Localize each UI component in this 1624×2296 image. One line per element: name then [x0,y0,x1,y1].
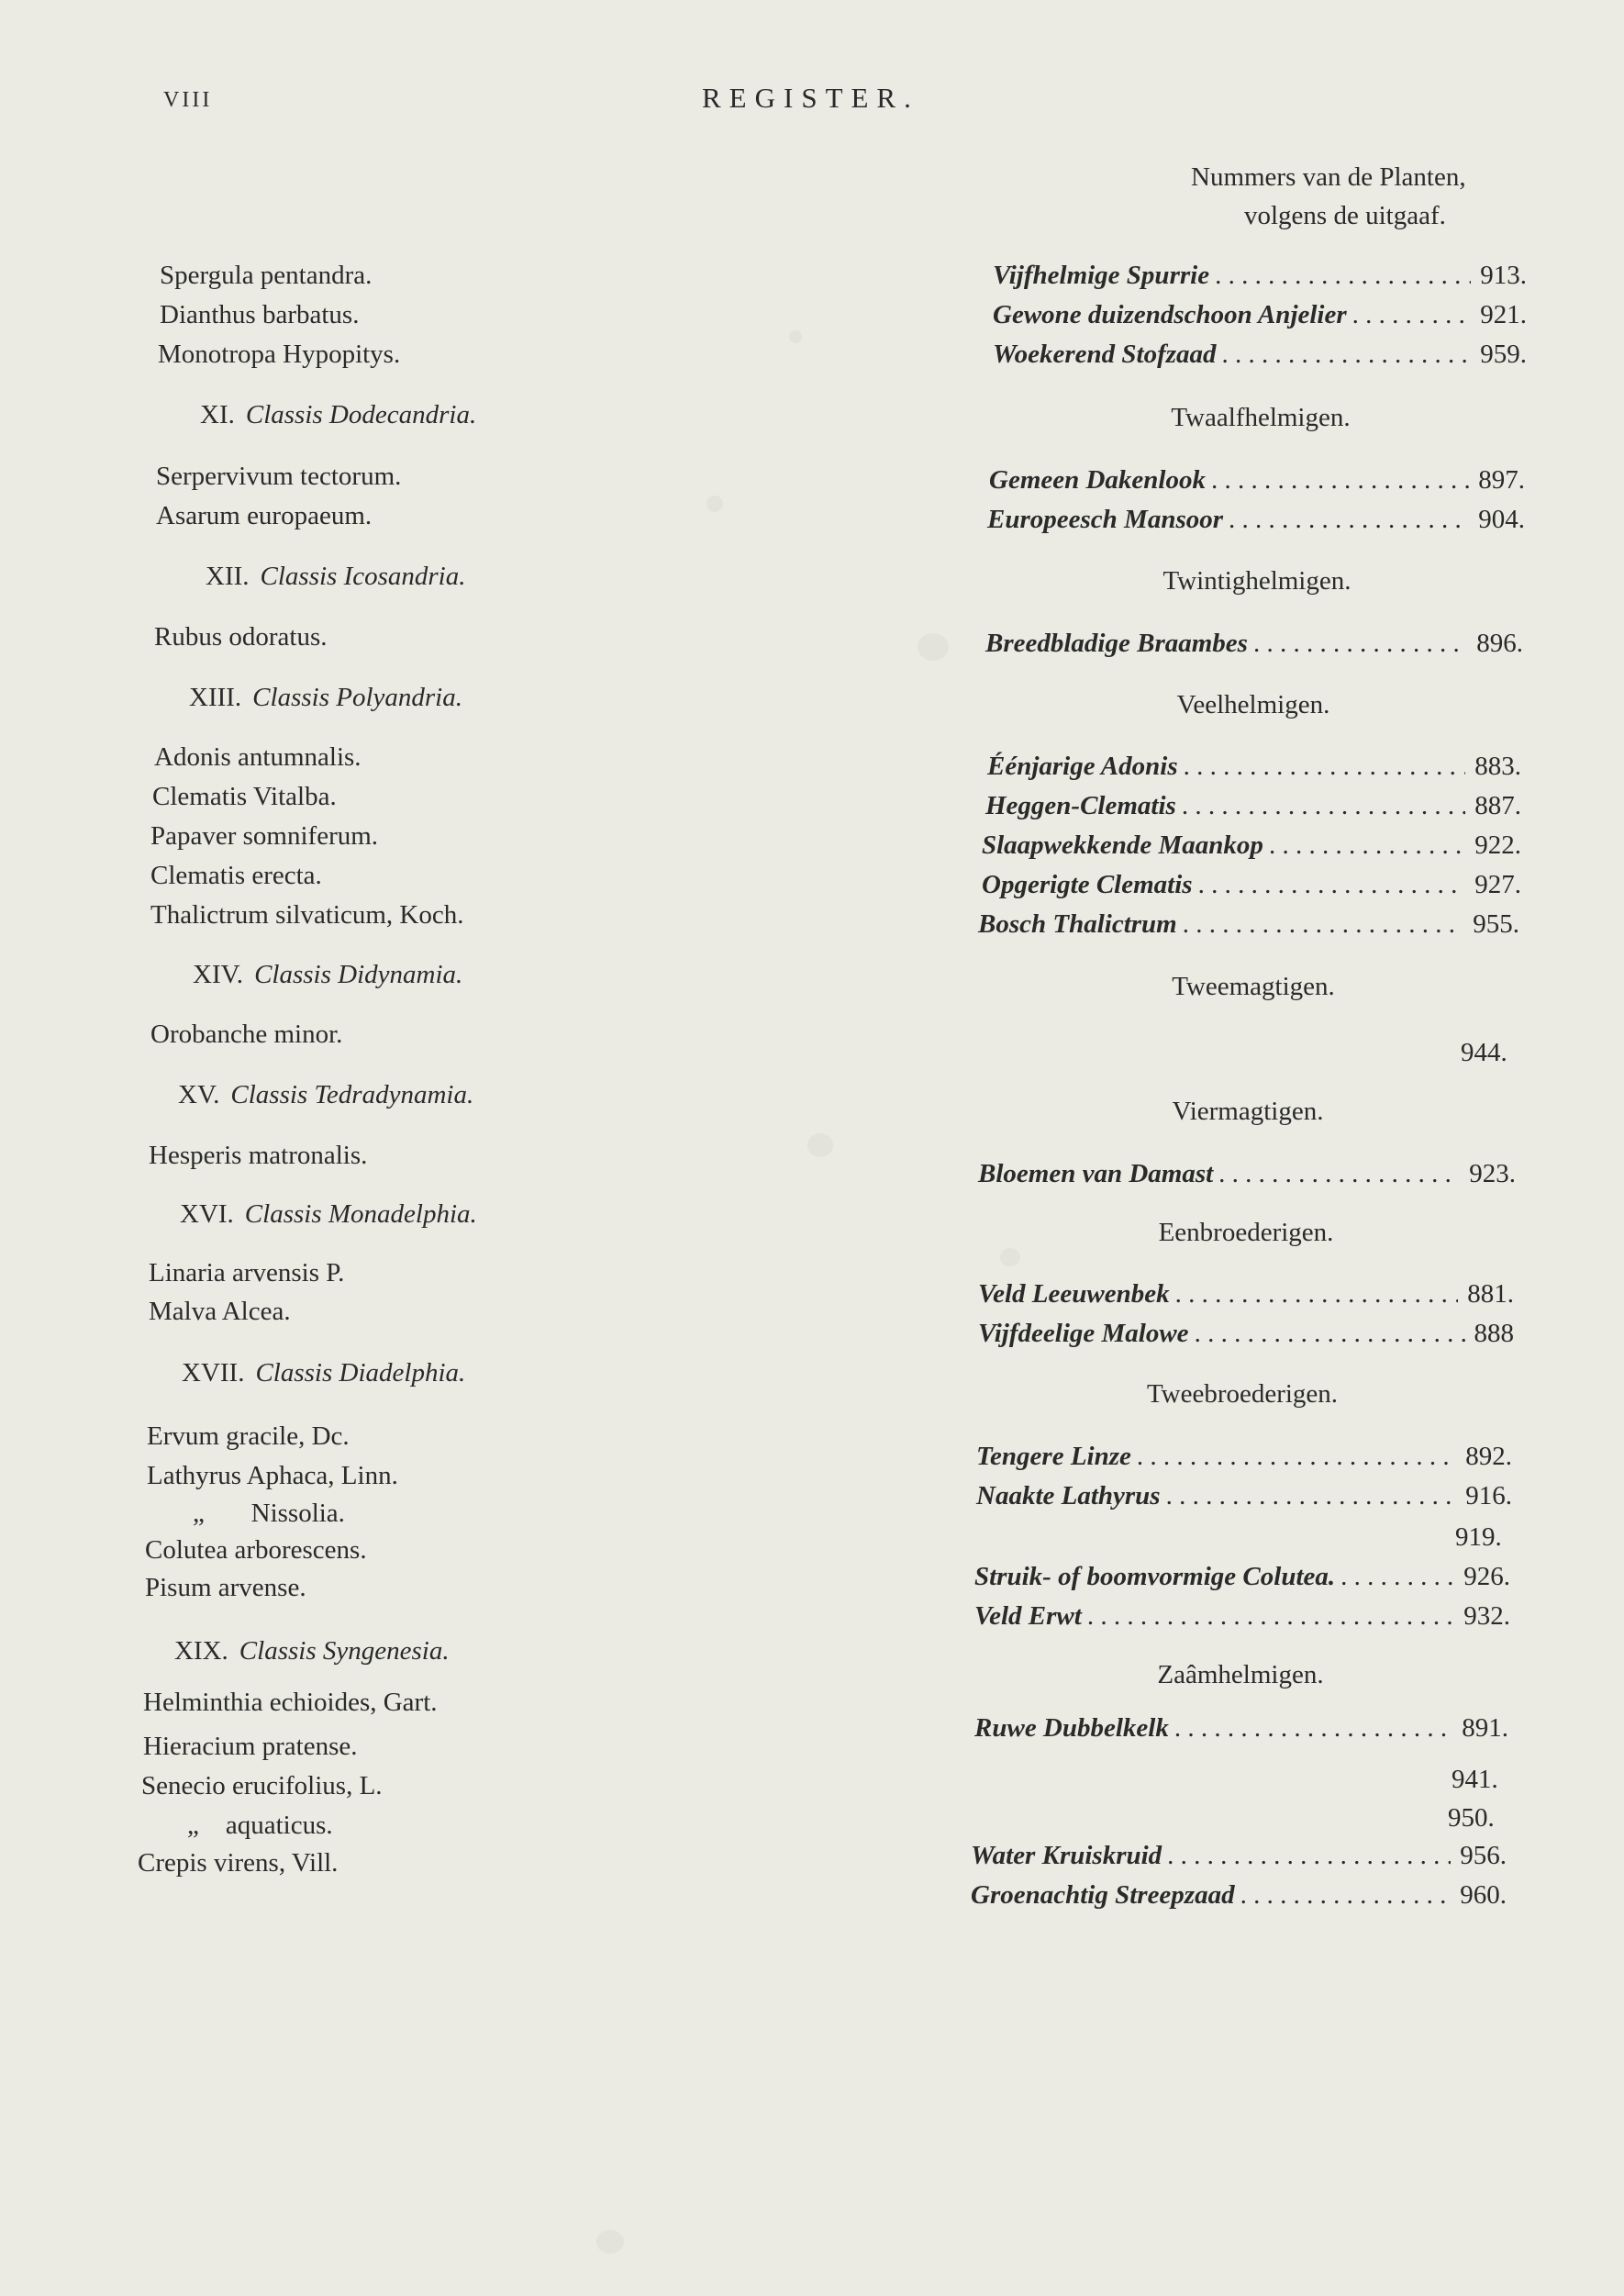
species-name: „ Nissolia. [193,1499,345,1528]
species-name: Lathyrus Aphaca, Linn. [147,1461,398,1490]
species-name: Hieracium pratense. [143,1732,358,1761]
register-entry: Tengere Linze . . . 892. [976,1441,1512,1472]
species-name: Pisum arvense. [145,1573,306,1602]
paper-stain [596,2230,624,2254]
class-heading: XIII. Classis Polyandria. [189,683,462,712]
species-name: Thalictrum silvaticum, Koch. [150,900,464,930]
class-heading: XVI. Classis Monadelphia. [180,1199,477,1229]
register-entry: Europeesch Mansoor . . . 904. [987,504,1525,535]
species-name: Crepis virens, Vill. [138,1848,339,1878]
register-entry: Vijfhelmige Spurrie . . . 913. [993,260,1527,291]
register-entry: Gewone duizendschoon Anjelier . . . 921. [993,299,1527,330]
species-name: Senecio erucifolius, L. [141,1771,383,1800]
class-heading: XVII. Classis Diadelphia. [182,1358,466,1388]
species-name: Asarum europaeum. [156,501,373,530]
register-entry: Bloemen van Damast . . . 923. [978,1158,1516,1189]
paper-stain [807,1133,833,1157]
register-entry: Slaapwekkende Maankop . . . 922. [982,830,1521,861]
class-heading: XI. Classis Dodecandria. [200,400,477,429]
register-entry: Ruwe Dubbelkelk . . . 891. [974,1712,1508,1744]
register-entry: Breedbladige Braambes . . . 896. [985,628,1523,659]
register-entry: Groenachtig Streepzaad . . . 960. [971,1879,1507,1911]
plant-number: 941. [1452,1765,1498,1794]
register-entry: Veld Erwt . . . 932. [974,1600,1510,1632]
plant-number: 950. [1448,1803,1495,1833]
section-heading: Tweemagtigen. [1172,972,1335,1001]
page-number: VIII [163,88,213,112]
species-name: Spergula pentandra. [160,261,373,290]
species-name: Serpervivum tectorum. [156,462,402,491]
species-name: Hesperis matronalis. [149,1141,368,1170]
register-entry: Heggen-Clematis . . . 887. [985,790,1521,821]
paper-stain [789,330,802,343]
species-name: Papaver somniferum. [150,821,379,851]
column-heading-line2: volgens de uitgaaf. [1244,201,1446,230]
species-name: Malva Alcea. [149,1297,291,1326]
page-title: REGISTER. [702,82,919,114]
register-entry: Opgerigte Clematis . . . 927. [982,869,1521,900]
register-entry: Veld Leeuwenbek . . . 881. [978,1278,1514,1310]
species-name: Ervum gracile, Dc. [147,1421,350,1451]
species-name: Clematis erecta. [150,861,322,890]
section-heading: Twaalfhelmigen. [1171,403,1351,432]
species-name: Colutea arborescens. [145,1535,367,1565]
register-entry: Vijfdeelige Malowe . . . 888 [978,1318,1514,1349]
paper-stain [918,633,949,661]
species-name: Adonis antumnalis. [154,742,362,772]
plant-number: 919. [1455,1522,1502,1552]
register-entry: Bosch Thalictrum . . . 955. [978,908,1519,940]
section-heading: Viermagtigen. [1172,1097,1324,1126]
species-name: Clematis Vitalba. [152,782,337,811]
register-entry: Gemeen Dakenlook . . . 897. [989,464,1525,496]
section-heading: Zaâmhelmigen. [1157,1660,1324,1689]
species-name: Helminthia echioides, Gart. [143,1688,438,1717]
class-heading: XII. Classis Icosandria. [206,562,466,591]
register-entry: Water Kruiskruid . . . 956. [971,1840,1507,1871]
register-entry: Naakte Lathyrus . . . 916. [976,1480,1512,1511]
species-name: Monotropa Hypopitys. [158,340,401,369]
species-name: Linaria arvensis P. [149,1258,345,1287]
section-heading: Eenbroederigen. [1158,1218,1334,1247]
section-heading: Twintighelmigen. [1162,566,1351,596]
plant-number: 944. [1461,1038,1507,1067]
class-heading: XV. Classis Tedradynamia. [178,1080,474,1109]
paper-stain [706,496,723,512]
class-heading: XIX. Classis Syngenesia. [174,1636,450,1666]
column-heading-line1: Nummers van de Planten, [1191,162,1466,192]
species-name: Orobanche minor. [150,1020,343,1049]
section-heading: Tweebroederigen. [1146,1379,1339,1409]
register-entry: Éénjarige Adonis . . . 883. [987,751,1521,782]
class-heading: XIV. Classis Didynamia. [193,960,463,989]
register-entry: Woekerend Stofzaad . . . 959. [993,339,1527,370]
species-name: Rubus odoratus. [154,622,328,652]
register-entry: Struik- of boomvormige Colutea. . . . 926. [974,1561,1510,1592]
paper-stain [1000,1248,1020,1266]
section-heading: Veelhelmigen. [1176,690,1330,719]
species-name: Dianthus barbatus. [160,300,360,329]
species-name: „ aquaticus. [187,1811,333,1840]
